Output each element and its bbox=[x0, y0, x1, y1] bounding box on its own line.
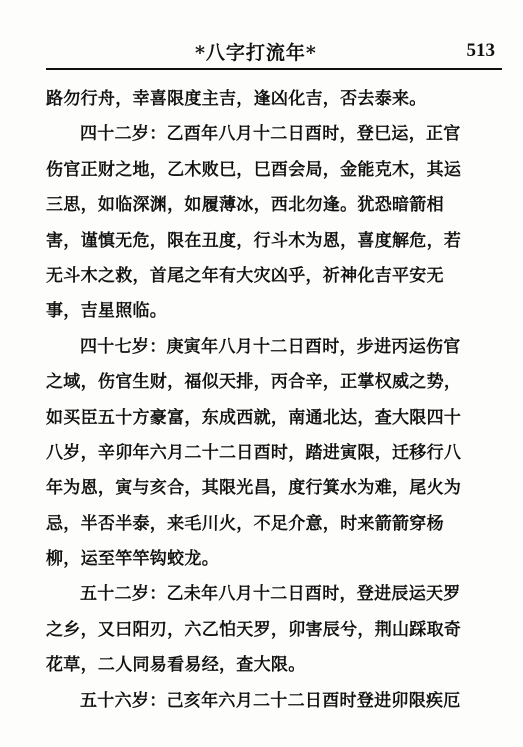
text-line: 害，谨慎无危，限在丑度，行斗木为恩，喜度解危，若 bbox=[46, 230, 462, 251]
paragraph-start-line: 五十二岁：乙未年八月十二日酉时，登进辰运天罗 bbox=[80, 584, 461, 605]
page-number: 513 bbox=[466, 40, 495, 61]
header-rule bbox=[46, 68, 502, 70]
paragraph-start-line: 四十七岁：庚寅年八月十二日酉时，步进丙运伤官 bbox=[80, 336, 461, 357]
text-line: 无斗木之救，首尾之年有大灾凶乎，祈神化吉平安无 bbox=[46, 265, 444, 286]
text-line: 三思，如临深渊，如履薄冰，西北勿逢。犹恐暗箭相 bbox=[46, 195, 444, 216]
text-line: 柳，运至竿竿钩蛟龙。 bbox=[46, 549, 219, 570]
body-text bbox=[46, 82, 506, 719]
paragraph-start-line: 五十六岁：己亥年六月二十二日酉时登进卯限疾厄 bbox=[80, 690, 461, 711]
paragraph-start-line: 四十二岁：乙酉年八月十二日酉时，登巳运，正官 bbox=[80, 124, 461, 145]
text-line: 忌，半否半泰，来毛川火，不足介意，时来箭箭穿杨 bbox=[46, 513, 444, 534]
text-line: 路勿行舟，幸喜限度主吉，逢凶化吉，否去泰来。 bbox=[46, 89, 427, 109]
text-line: 八岁，辛卯年六月二十二日酉时，踏进寅限，迁移行八 bbox=[46, 442, 462, 463]
text-line: 年为恩，寅与亥合，其限光昌，度行箕水为难，尾火为 bbox=[46, 478, 462, 499]
text-line: 如买臣五十方豪富，东成西就，南通北达，查大限四十 bbox=[46, 407, 462, 428]
running-head-title: *八字打流年* bbox=[195, 42, 317, 64]
text-line: 花草，二人同易看易经，查大限。 bbox=[46, 655, 306, 676]
text-line: 之域，伤官生财，福似天排，丙合辛，正掌权威之势， bbox=[46, 372, 462, 393]
text-line: 伤官正财之地，乙木败巳，巳酉会局，金能克木，其运 bbox=[46, 159, 462, 180]
text-line: 之乡，又曰阳刃，六乙怕天罗，卯害辰兮，荆山踩取奇 bbox=[46, 619, 462, 640]
text-line: 事，吉星照临。 bbox=[46, 301, 168, 322]
